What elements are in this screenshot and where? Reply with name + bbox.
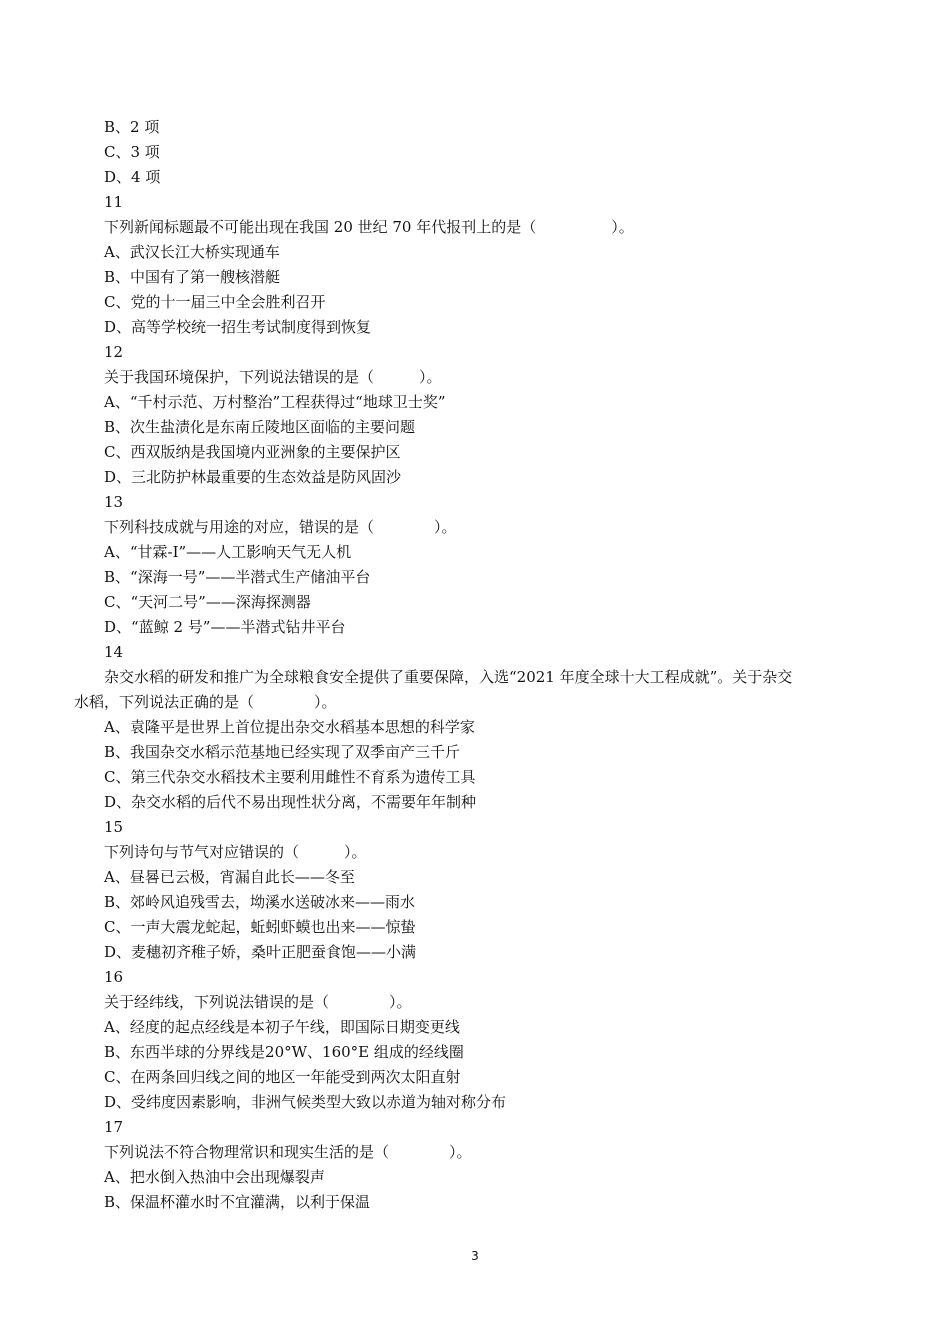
text-line: 16: [104, 968, 124, 986]
text-line: C、党的十一届三中全会胜利召开: [104, 293, 326, 311]
text-line: 17: [104, 1118, 124, 1136]
q14-text-line-1: 杂交水稻的研发和推广为全球粮食安全提供了重要保障，入选“2021 年度全球十大工程成就”。关于杂交: [104, 668, 793, 686]
question-lines-top: [104, 115, 880, 665]
text-line: C、第三代杂交水稻技术主要利用雌性不育系为遗传工具: [104, 768, 476, 786]
text-line: D、杂交水稻的后代不易出现性状分离，不需要年年制种: [104, 793, 477, 811]
text-line: 13: [104, 493, 124, 511]
q14-text-line-2: 水稻，下列说法正确的是（ ）。: [74, 693, 337, 711]
question-content: [74, 115, 880, 1215]
text-line: B、东西半球的分界线是20°W、160°E 组成的经线圈: [104, 1043, 464, 1061]
text-line: B、次生盐渍化是东南丘陵地区面临的主要问题: [104, 418, 416, 436]
text-line: 15: [104, 818, 124, 836]
text-line: A、袁隆平是世界上首位提出杂交水稻基本思想的科学家: [104, 718, 475, 736]
text-line: 下列诗句与节气对应错误的（ ）。: [104, 843, 367, 861]
text-line: 11: [104, 193, 124, 211]
text-line: 下列说法不符合物理常识和现实生活的是（ ）。: [104, 1143, 472, 1161]
text-line: 下列新闻标题最不可能出现在我国 20 世纪 70 年代报刊上的是（ ）。: [104, 218, 634, 236]
text-line: D、受纬度因素影响，非洲气候类型大致以赤道为轴对称分布: [104, 1093, 507, 1111]
text-line: A、昼晷已云极，宵漏自此长——冬至: [104, 868, 355, 886]
text-line: A、经度的起点经线是本初子午线，即国际日期变更线: [104, 1018, 460, 1036]
text-line: C、西双版纳是我国境内亚洲象的主要保护区: [104, 443, 401, 461]
text-line: 12: [104, 343, 124, 361]
text-line: D、4 项: [104, 168, 161, 186]
text-line: B、我国杂交水稻示范基地已经实现了双季亩产三千斤: [104, 743, 461, 761]
text-line: C、一声大震龙蛇起，蚯蚓虾蟆也出来——惊蛰: [104, 918, 416, 936]
page-number: 3: [471, 1249, 479, 1263]
text-line: B、2 项: [104, 118, 160, 136]
question-lines-bottom: [104, 715, 880, 1215]
text-line: A、“千村示范、万村整治”工程获得过“地球卫士奖”: [104, 393, 446, 411]
text-line: B、“深海一号”——半潜式生产储油平台: [104, 568, 371, 586]
text-line: 下列科技成就与用途的对应，错误的是（ ）。: [104, 518, 457, 536]
text-line: B、中国有了第一艘核潜艇: [104, 268, 281, 286]
text-line: B、保温杯灌水时不宜灌满，以利于保温: [104, 1193, 371, 1211]
text-line: 关于经纬线，下列说法错误的是（ ）。: [104, 993, 412, 1011]
text-line: C、“天河二号”——深海探测器: [104, 593, 311, 611]
text-line: 14: [104, 643, 124, 661]
text-line: D、“蓝鲸 2 号”——半潜式钻井平台: [104, 618, 346, 636]
text-line: C、在两条回归线之间的地区一年能受到两次太阳直射: [104, 1068, 461, 1086]
text-line: C、3 项: [104, 143, 160, 161]
text-line: D、高等学校统一招生考试制度得到恢复: [104, 318, 372, 336]
text-line: B、郊岭风追残雪去，坳溪水送破冰来——雨水: [104, 893, 416, 911]
text-line: A、把水倒入热油中会出现爆裂声: [104, 1168, 325, 1186]
text-line: D、麦穗初齐稚子娇，桑叶正肥蚕食饱——小满: [104, 943, 417, 961]
text-line: A、“甘霖-Ⅰ”——人工影响天气无人机: [104, 543, 352, 561]
text-line: A、武汉长江大桥实现通车: [104, 243, 280, 261]
text-line: 关于我国环境保护，下列说法错误的是（ ）。: [104, 368, 442, 386]
text-line: D、三北防护林最重要的生态效益是防风固沙: [104, 468, 402, 486]
